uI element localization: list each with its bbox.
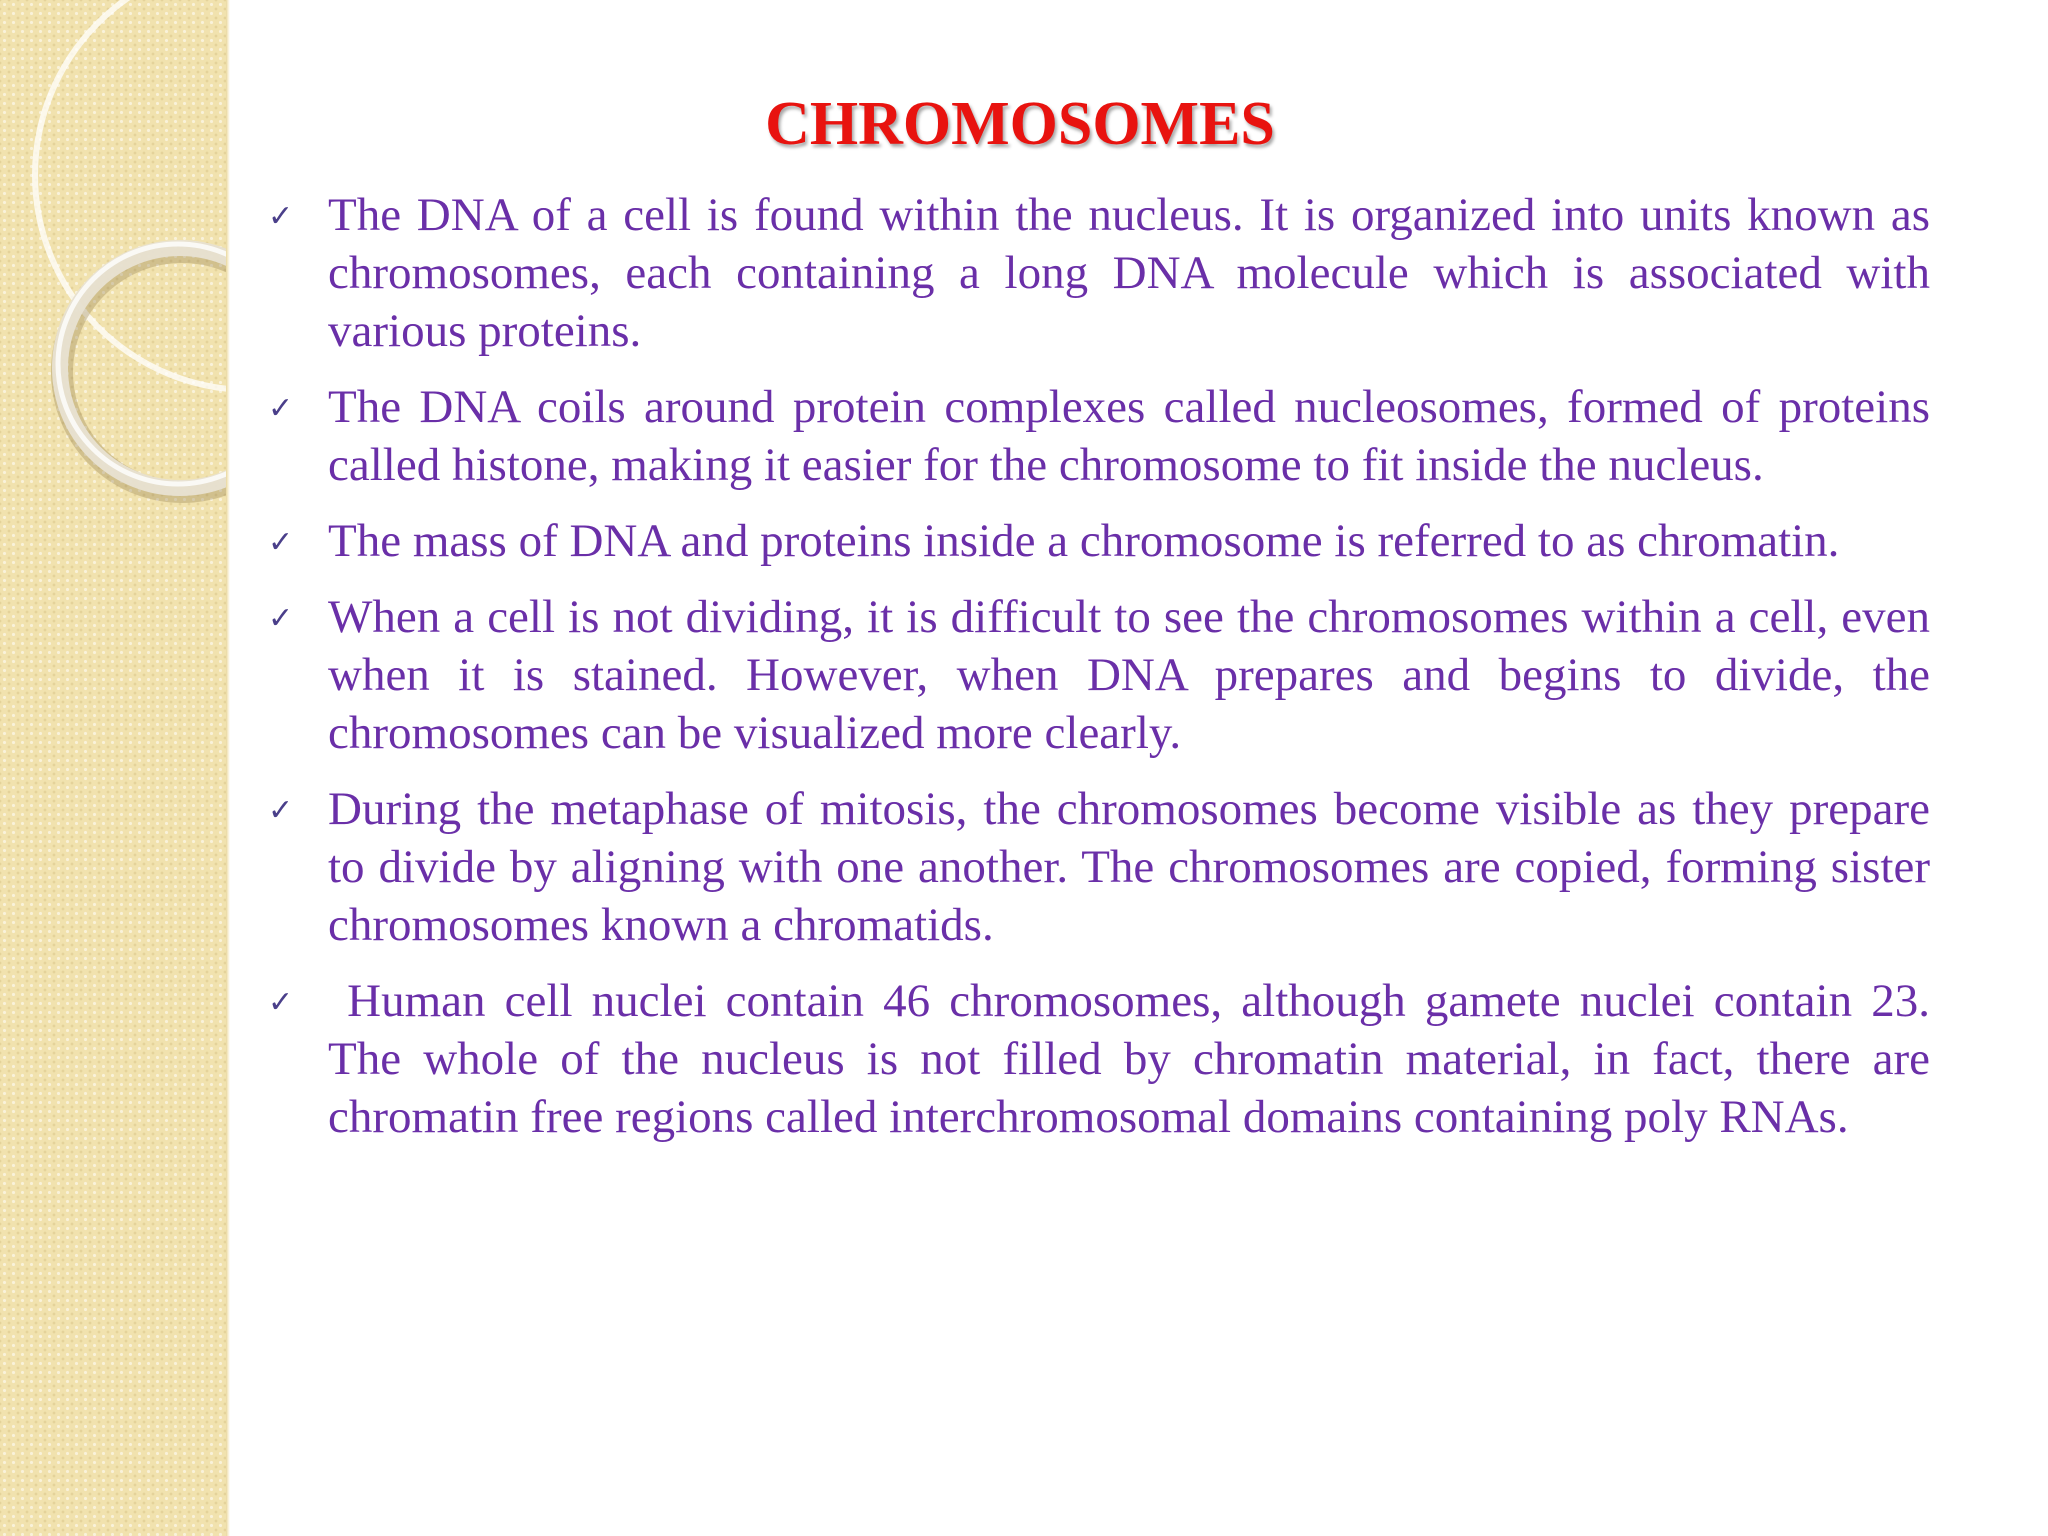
checkmark-icon: ✓ [268,985,294,1020]
bullet-item [268,972,1954,1146]
bullet-item [268,588,1930,762]
decorative-rings [0,0,228,560]
bullet-list [268,186,1954,1164]
bullet-item [268,512,1930,570]
bullet-text: The DNA coils around protein complexes called nucleosomes, formed of proteins called histone, making it easier for the chromosome to fit inside the nucleus. [328,381,1930,491]
decorative-side-panel [0,0,228,1536]
slide-title: CHROMOSOMES [765,90,1275,158]
checkmark-icon: ✓ [268,525,294,560]
bullet-item [268,378,1930,494]
bullet-text: When a cell is not dividing, it is difficult to see the chromosomes within a cell, even when it is stained. However, when DNA prepares and begins to divide, the chromosomes can be visualized more clearly. [328,591,1930,759]
side-panel-edge [226,0,230,1536]
bullet-text: The mass of DNA and proteins inside a chromosome is referred to as chromatin. [328,515,1840,567]
bullet-item [268,780,1930,954]
bullet-text: The DNA of a cell is found within the nucleus. It is organized into units known as chromosomes, each containing a long DNA molecule which is associated with various proteins. [328,189,1930,357]
checkmark-icon: ✓ [268,793,294,828]
checkmark-icon: ✓ [268,391,294,426]
checkmark-icon: ✓ [268,601,294,636]
checkmark-icon: ✓ [268,199,294,234]
medium-ring [60,248,228,488]
bullet-text: Human cell nuclei contain 46 chromosomes, although gamete nuclei contain 23. The whole of the nucleus is not filled by chromatin material, in fact, there are chromatin free regions called interchromosomal domains containing poly RNAs. [328,975,1954,1143]
bullet-text: During the metaphase of mitosis, the chromosomes become visible as they prepare to divide by aligning with one another. The chromosomes are copied, forming sister chromosomes known a chromatids. [328,783,1930,951]
bullet-item [268,186,1930,360]
